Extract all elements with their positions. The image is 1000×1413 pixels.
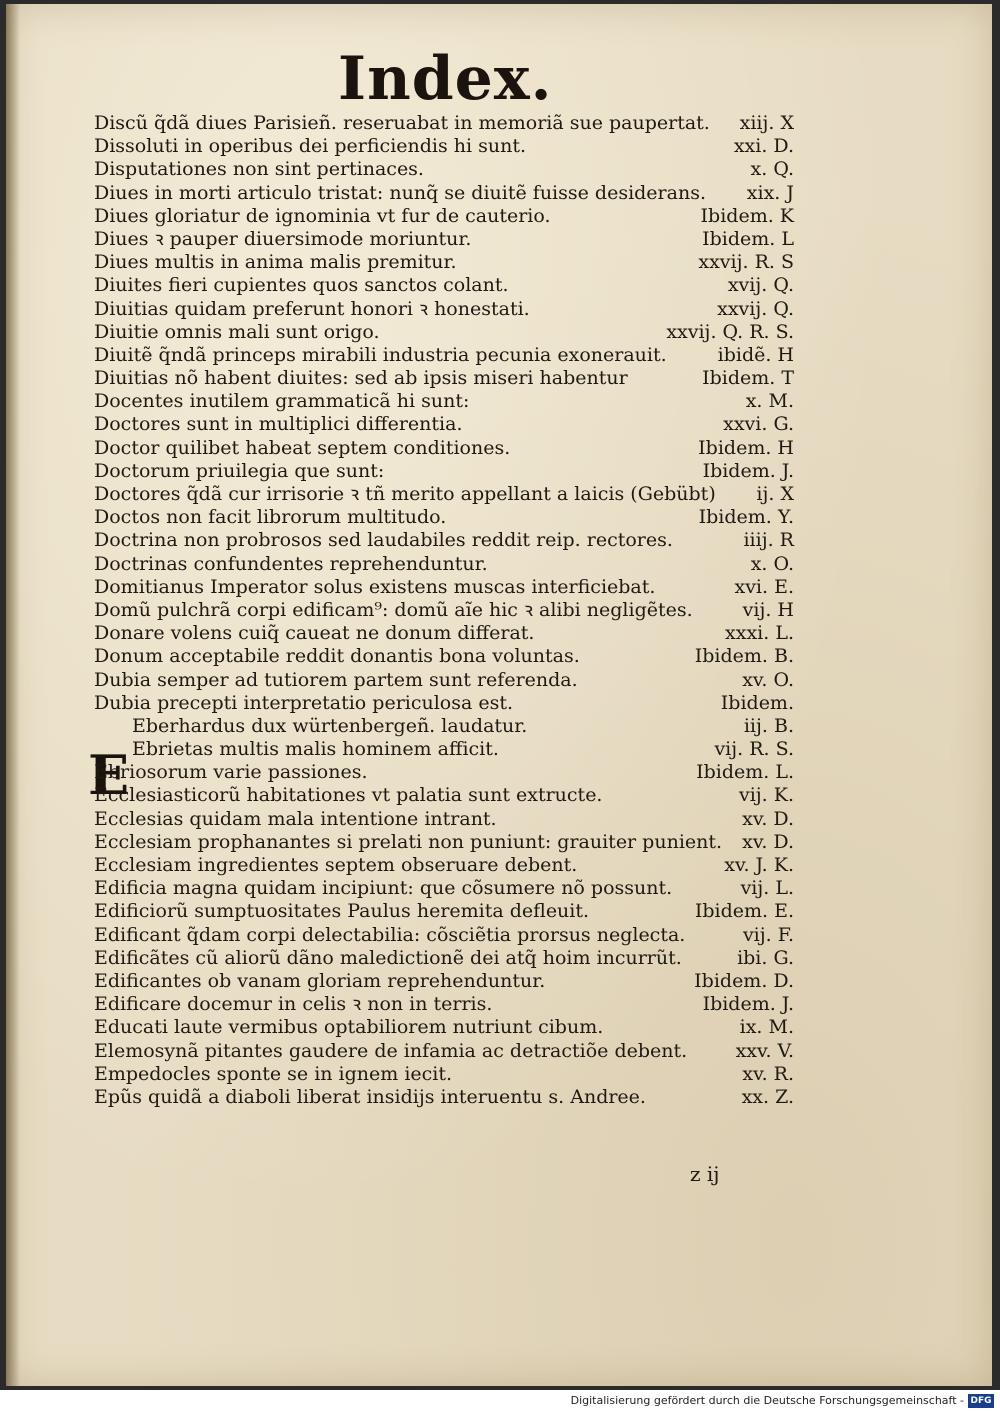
index-entry bbox=[94, 669, 794, 692]
index-entry bbox=[94, 784, 794, 807]
entry-text: Ebriosorum varie passiones. bbox=[94, 761, 368, 784]
entry-text: Diues in morti articulo tristat: nunq̃ se diuitẽ fuisse desiderans. bbox=[94, 181, 706, 204]
entry-text: Ebrietas multis malis hominem afficit. bbox=[132, 738, 499, 761]
entry-text: Ecclesiam ingredientes septem obseruare debent. bbox=[94, 854, 578, 876]
index-entry bbox=[94, 228, 794, 251]
index-entry bbox=[94, 808, 794, 831]
index-entry bbox=[94, 877, 794, 900]
entry-reference: Ibidem. E. bbox=[694, 900, 794, 923]
index-entry bbox=[94, 1040, 794, 1063]
entry-reference: xv. D. bbox=[742, 807, 794, 830]
entry-reference: x. Q. bbox=[750, 158, 794, 181]
index-entry bbox=[94, 993, 794, 1016]
entry-reference: Ibidem. J. bbox=[702, 993, 794, 1016]
entry-text: Elemosynã pitantes gaudere de infamia ac detractiõe debent. bbox=[94, 1039, 688, 1062]
index-entry bbox=[94, 947, 794, 970]
index-entry bbox=[94, 112, 794, 135]
index-entry bbox=[94, 437, 794, 460]
entry-text: Diuitias nõ habent diuites: sed ab ipsis miseri habentur bbox=[94, 367, 628, 390]
entry-reference: xxvij. Q. R. S. bbox=[666, 320, 794, 343]
entry-reference: xix. J bbox=[746, 181, 794, 204]
index-entry bbox=[94, 205, 794, 228]
index-entry bbox=[94, 344, 794, 367]
index-entry bbox=[94, 645, 794, 668]
entry-reference: vij. K. bbox=[738, 784, 794, 807]
index-entry bbox=[94, 158, 794, 181]
index-entry bbox=[94, 761, 794, 784]
index-entry bbox=[94, 715, 794, 738]
entry-text: Domũ pulchrã corpi edificam⁹: domũ aĩe hic ꝛ alibi negligẽtes. bbox=[94, 598, 693, 621]
entry-reference: Ibidem. L bbox=[702, 227, 794, 250]
entry-reference: vij. F. bbox=[742, 923, 794, 946]
entry-reference: xxi. D. bbox=[733, 135, 794, 158]
index-entry bbox=[94, 924, 794, 947]
index-entry bbox=[94, 1063, 794, 1086]
entry-reference: iiij. R bbox=[743, 529, 794, 552]
entry-reference: Ibidem. B. bbox=[694, 645, 794, 668]
index-entry bbox=[94, 506, 794, 529]
entry-reference: xv. D. bbox=[742, 830, 794, 853]
index-entry bbox=[94, 622, 794, 645]
entry-reference: xx. Z. bbox=[741, 1085, 794, 1108]
index-entry bbox=[94, 390, 794, 413]
index-entry bbox=[94, 970, 794, 993]
entry-text: Doctos non facit librorum multitudo. bbox=[94, 506, 447, 529]
index-entry bbox=[94, 321, 794, 344]
entry-reference: xv. R. bbox=[742, 1062, 794, 1085]
page-gutter-shadow bbox=[6, 4, 20, 1386]
entry-reference: xxxi. L. bbox=[725, 622, 794, 645]
entry-reference: vij. L. bbox=[740, 877, 794, 900]
entry-text: Edificãtes cũ aliorũ dãno maledictionẽ dei atq̃ hoim incurrũt. bbox=[94, 946, 682, 969]
index-entry bbox=[94, 182, 794, 205]
entry-text: Doctrina non probrosos sed laudabiles reddit reip. rectores. bbox=[94, 529, 673, 552]
entry-reference: Ibidem. T bbox=[702, 367, 794, 390]
index-entry bbox=[94, 298, 794, 321]
entry-text: Domitianus Imperator solus existens muscas interficiebat. bbox=[94, 575, 656, 598]
index-entry bbox=[94, 251, 794, 274]
entry-reference: xvi. E. bbox=[734, 575, 794, 598]
entry-text: Doctrinas confundentes reprehenduntur. bbox=[94, 552, 488, 575]
entry-text: Diuitie omnis mali sunt origo. bbox=[94, 320, 380, 343]
entry-text: Edificantes ob vanam gloriam reprehenduntur. bbox=[94, 969, 546, 992]
entry-reference: Ibidem. Y. bbox=[698, 506, 794, 529]
entry-reference: x. O. bbox=[750, 552, 794, 575]
dfg-logo: DFG bbox=[968, 1394, 994, 1408]
entry-reference: Ibidem. H bbox=[698, 436, 794, 459]
entry-reference: Ibidem. D. bbox=[694, 969, 794, 992]
entry-text: Diuitẽ q̃ndã princeps mirabili industria pecunia exonerauit. bbox=[94, 343, 667, 366]
entry-reference: Ibidem. J. bbox=[702, 459, 794, 482]
entry-reference: xxvij. Q. bbox=[717, 297, 794, 320]
entry-text: Donare volens cuiq̃ caueat ne donum differat. bbox=[94, 622, 535, 645]
index-entry bbox=[94, 413, 794, 436]
entry-text: Ecclesias quidam mala intentione intrant. bbox=[94, 807, 497, 830]
entry-reference: Ibidem. L. bbox=[696, 761, 794, 784]
index-entry bbox=[94, 854, 794, 877]
entry-reference: vij. R. S. bbox=[714, 738, 794, 761]
index-entry bbox=[94, 738, 794, 761]
index-entry bbox=[94, 460, 794, 483]
entry-text: Doctor quilibet habeat septem conditiones. bbox=[94, 436, 511, 459]
entry-text: Diues gloriatur de ignominia vt fur de cauterio. bbox=[94, 204, 551, 227]
index-entry bbox=[94, 599, 794, 622]
entry-text: Doctores q̃dã cur irrisorie ꝛ tñ merito appellant a laicis (Gebübt) bbox=[94, 483, 716, 505]
entry-text: Donum acceptabile reddit donantis bona voluntas. bbox=[94, 645, 580, 668]
entry-text: Dubia semper ad tutiorem partem sunt referenda. bbox=[94, 668, 578, 691]
entry-reference: xxvij. R. S bbox=[698, 251, 794, 274]
entry-reference: x. M. bbox=[745, 390, 794, 413]
entry-text: Docentes inutilem grammaticã hi sunt: bbox=[94, 390, 470, 413]
entry-text: Dubia precepti interpretatio periculosa est. bbox=[94, 691, 514, 714]
entry-reference: xxvi. G. bbox=[723, 413, 794, 436]
index-entry bbox=[94, 529, 794, 552]
index-entry bbox=[94, 831, 794, 854]
index-entry bbox=[94, 274, 794, 297]
index-entry bbox=[94, 367, 794, 390]
index-entry bbox=[94, 135, 794, 158]
entry-reference: xiij. X bbox=[739, 112, 794, 134]
page-heading: Index. bbox=[338, 44, 553, 114]
entry-text: Edificant q̃dam corpi delectabilia: cõsciẽtia prorsus neglecta. bbox=[94, 923, 686, 946]
entry-text: Diuites fieri cupientes quos sanctos colant. bbox=[94, 274, 509, 297]
entry-text: Doctorum priuilegia que sunt: bbox=[94, 459, 385, 482]
entry-reference: xv. J. K. bbox=[724, 854, 794, 876]
entry-reference: ix. M. bbox=[739, 1016, 794, 1039]
index-entry bbox=[94, 692, 794, 715]
entry-text: Educati laute vermibus optabiliorem nutriunt cibum. bbox=[94, 1016, 604, 1039]
entry-reference: Ibidem. K bbox=[700, 204, 794, 227]
entry-reference: ibi. G. bbox=[737, 946, 794, 969]
index-entry bbox=[94, 900, 794, 923]
entry-reference: ij. X bbox=[756, 483, 794, 505]
entry-reference: Ibidem. bbox=[720, 691, 794, 714]
index-entry bbox=[94, 1016, 794, 1039]
entry-reference: iij. B. bbox=[743, 714, 794, 737]
entry-text: Ecclesiam prophanantes si prelati non puniunt: grauiter punient. bbox=[94, 830, 723, 853]
index-entries bbox=[94, 112, 794, 1109]
entry-text: Diues ꝛ pauper diuersimode moriuntur. bbox=[94, 227, 472, 250]
entry-text: Edificiorũ sumptuositates Paulus heremita defleuit. bbox=[94, 900, 590, 923]
entry-text: Edificia magna quidam incipiunt: que cõsumere nõ possunt. bbox=[94, 877, 673, 900]
index-entry bbox=[94, 1086, 794, 1109]
entry-text: Eberhardus dux würtenbergeñ. laudatur. bbox=[132, 714, 528, 737]
entry-text: Diuitias quidam preferunt honori ꝛ honestati. bbox=[94, 297, 530, 320]
entry-text: Dissoluti in operibus dei perficiendis hi sunt. bbox=[94, 135, 527, 158]
entry-reference: ibidẽ. H bbox=[717, 343, 794, 366]
initial-letter: E bbox=[88, 743, 130, 807]
footer-credit: Digitalisierung gefördert durch die Deutsche Forschungsgemeinschaft - bbox=[570, 1394, 964, 1407]
entry-text: Doctores sunt in multiplici differentia. bbox=[94, 413, 463, 436]
footer-bar bbox=[0, 1390, 1000, 1413]
signature-mark: z ij bbox=[690, 1162, 720, 1186]
entry-reference: xvij. Q. bbox=[727, 274, 794, 297]
entry-reference: vij. H bbox=[742, 598, 794, 621]
entry-text: Empedocles sponte se in ignem iecit. bbox=[94, 1062, 453, 1085]
entry-reference: xv. O. bbox=[742, 668, 794, 691]
entry-text: Discũ q̃dã diues Parisieñ. reseruabat in memoriã sue paupertat. bbox=[94, 112, 710, 134]
index-entry bbox=[94, 553, 794, 576]
entry-text: Ecclesiasticorũ habitationes vt palatia sunt extructe. bbox=[94, 784, 603, 807]
index-entry bbox=[94, 576, 794, 599]
entry-text: Disputationes non sint pertinaces. bbox=[94, 158, 424, 181]
entry-reference: xxv. V. bbox=[735, 1039, 794, 1062]
entry-text: Diues multis in anima malis premitur. bbox=[94, 251, 457, 274]
index-entry bbox=[94, 483, 794, 506]
entry-text: Edificare docemur in celis ꝛ non in terris. bbox=[94, 993, 493, 1016]
entry-text: Epũs quidã a diaboli liberat insidijs interuentu s. Andree. bbox=[94, 1085, 646, 1108]
